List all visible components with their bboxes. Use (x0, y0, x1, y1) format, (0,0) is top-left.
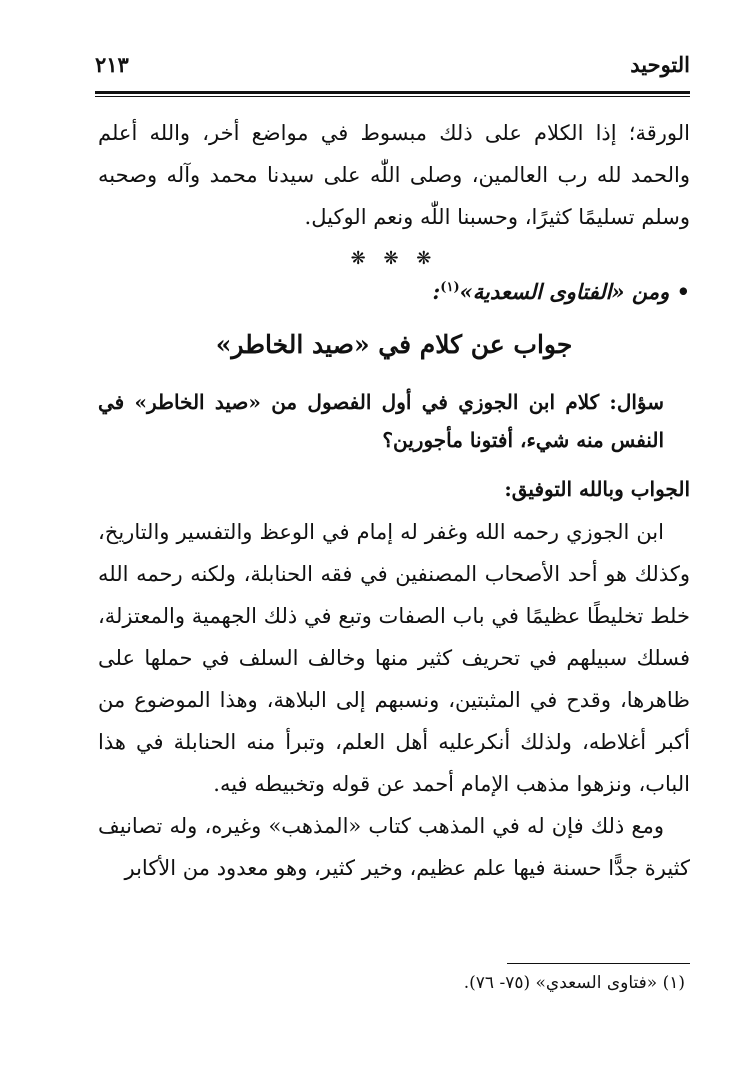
header-rule-thin (95, 96, 690, 97)
source-colon: : (432, 279, 441, 304)
page-body (98, 112, 690, 889)
source-line (98, 279, 690, 304)
footnote-rule (507, 963, 690, 964)
footnote: (١) «فتاوى السعدي» (٧٥- ٧٦). (463, 973, 685, 993)
page-header (95, 50, 690, 84)
header-rule (95, 91, 690, 94)
closing-paragraph: الورقة؛ إذا الكلام على ذلك مبسوط في مواضع أخر، والله أعلم والحمد لله رب العالمين، وصلى اللّٰه على سيدنا محمد وآله وصحبه وسلم تسليمًا كثيرًا، وحسبنا اللّٰه ونعم الوكيل. (98, 121, 690, 229)
section-separator: ❋ ❋ ❋ (350, 248, 438, 269)
section-heading: جواب عن كلام في «صيد الخاطر» (215, 330, 573, 359)
answer-paragraph-2: ومع ذلك فإن له في المذهب كتاب «المذهب» وغيره، وله تصانيف كثيرة جدًّا حسنة فيها علم عظيم، وخير كثير، وهو معدود من الأكابر (98, 814, 690, 880)
answer-paragraph-1: ابن الجوزي رحمه الله وغفر له إمام في الوعظ والتفسير والتاريخ، وكذلك هو أحد الأصحاب المصنفين في فقه الحنابلة، ولكنه رحمه الله خلط تخليطًا عظيمًا في باب الصفات وتبع في ذلك الجهمية والمعتزلة، فسلك سبيلهم في تحريف كثير منها وخالف السلف في حملها على ظاهرها، وقدح في المثبتين، ونسبهم إلى البلاهة، وهذا الموضوع من أكبر أغلاطه، ولذلك أنكرعليه أهل العلم، وتبرأ منه الحنابلة في هذا الباب، ونزهوا مذهب الإمام أحمد عن قوله وتخبيطه فيه. (98, 520, 690, 796)
bullet-icon: • (676, 279, 690, 304)
answer-heading: الجواب وبالله التوفيق: (504, 477, 690, 501)
page-number: ٢١٣ (95, 52, 129, 77)
footnote-ref: (١) (440, 280, 460, 295)
running-title: التوحيد (630, 52, 690, 77)
question-paragraph: سؤال: كلام ابن الجوزي في أول الفصول من «صيد الخاطر» في النفس منه شيء، أفتونا مأجورين؟ (98, 390, 664, 452)
source-text: ومن «الفتاوى السعدية» (459, 279, 670, 304)
